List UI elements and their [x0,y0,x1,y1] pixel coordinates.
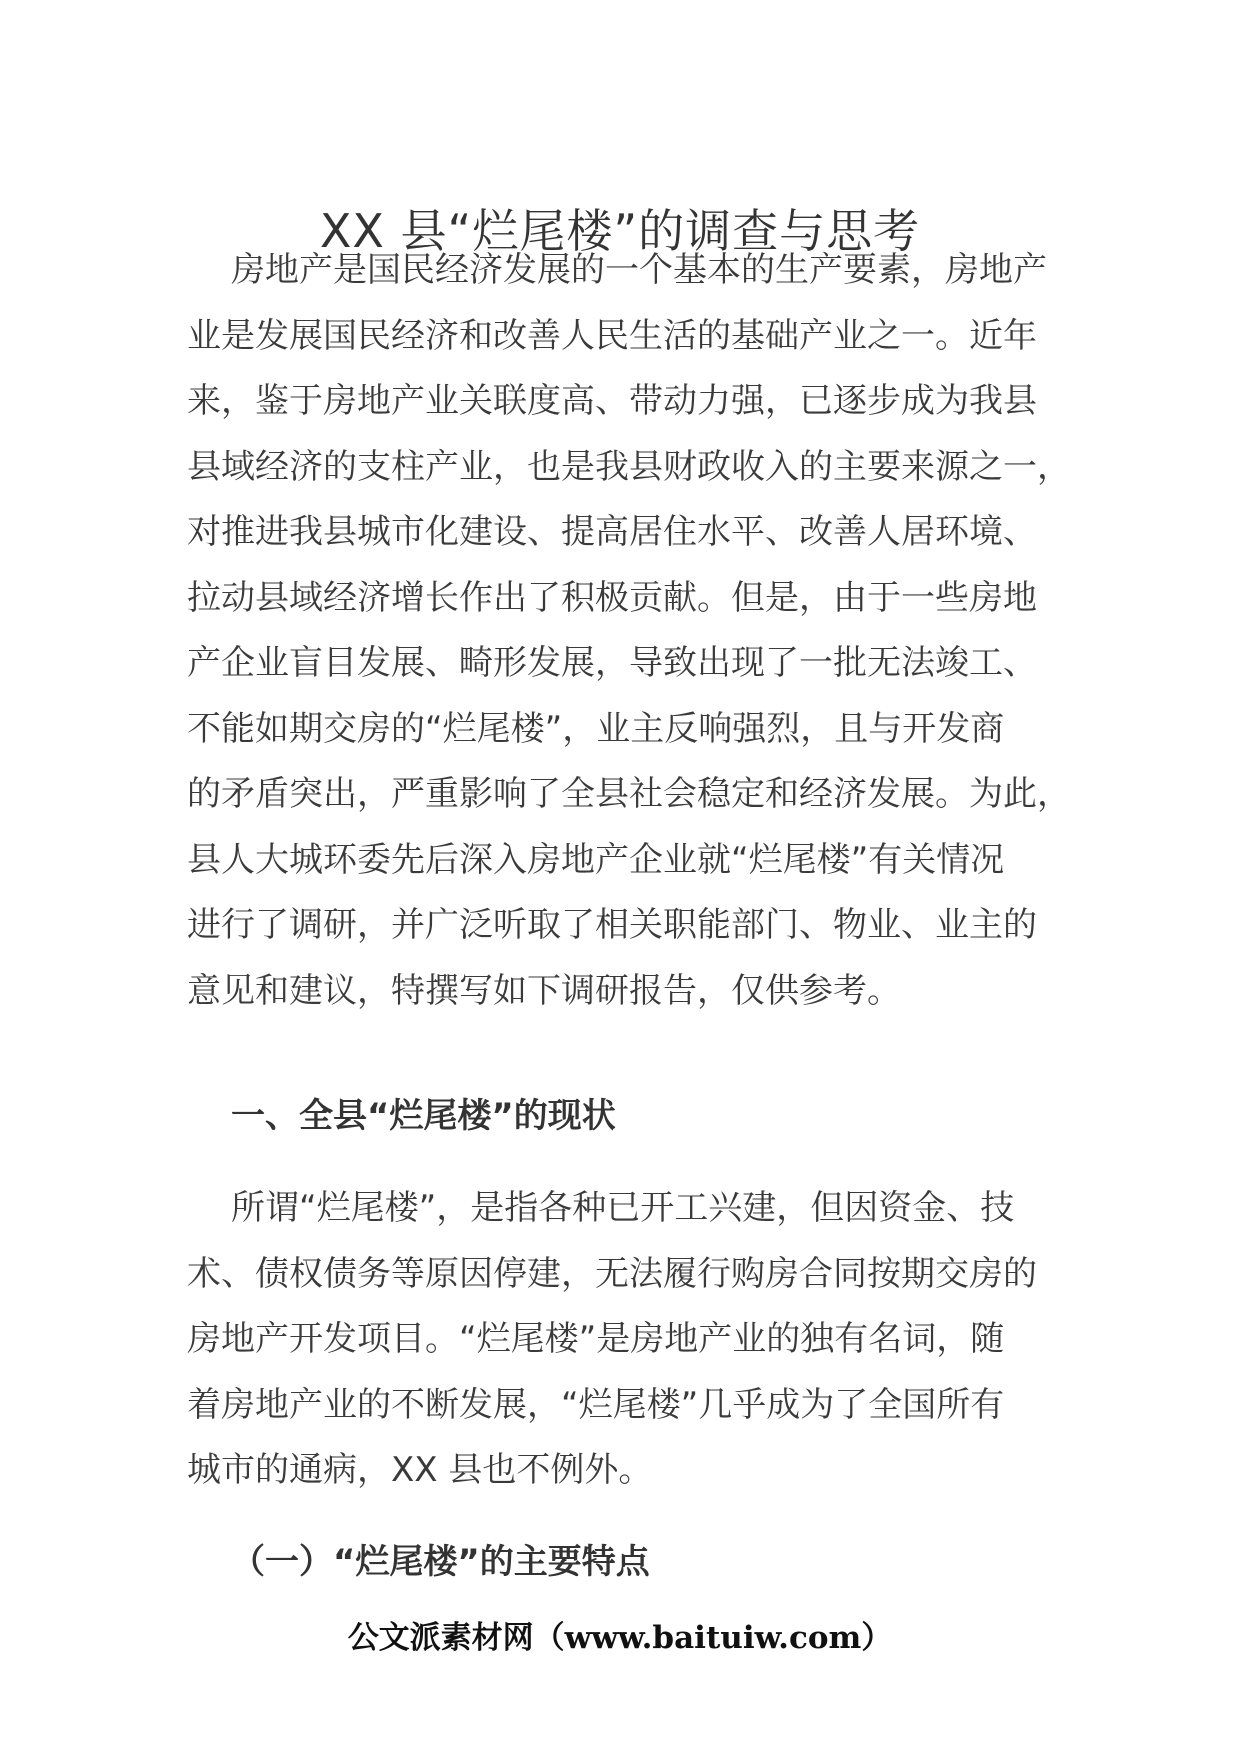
paragraph-line: 对推进我县城市化建设、提高居住水平、改善人居环境、 [187,512,1037,552]
subsection-heading: （一）“烂尾楼”的主要特点 [231,1542,650,1582]
paragraph-line: 产企业盲目发展、畸形发展，导致出现了一批无法竣工、 [187,643,1037,683]
paragraph-line: 意见和建议，特撰写如下调研报告，仅供参考。 [187,970,901,1011]
paragraph-line: 县人大城环委先后深入房地产企业就“烂尾楼”有关情况 [187,839,1005,880]
paragraph-line: 拉动县域经济增长作出了积极贡献。但是，由于一些房地 [187,577,1037,618]
paragraph-1 [187,238,1071,1024]
document-title: XX 县“烂尾楼”的调查与思考 [319,203,921,258]
paragraph-line: 业是发展国民经济和改善人民生活的基础产业之一。近年 [187,315,1037,356]
paragraph-line: 来，鉴于房地产业关联度高、带动力强，已逐步成为我县 [187,381,1037,421]
paragraph-line: 房地产开发项目。“烂尾楼”是房地产业的独有名词，随 [187,1319,1005,1359]
paragraph-line: 进行了调研，并广泛听取了相关职能部门、物业、业主的 [187,905,1037,945]
paragraph-line: 城市的通病，XX 县也不例外。 [187,1450,653,1490]
paragraph-line: 所谓“烂尾楼”，是指各种已开工兴建，但因资金、技 [231,1188,1015,1228]
paragraph-line: 房地产是国民经济发展的一个基本的生产要素，房地产 [231,250,1047,290]
paragraph-line: 的矛盾突出，严重影响了全县社会稳定和经济发展。为此， [187,774,1071,814]
paragraph-2 [187,1176,1057,1504]
paragraph-line: 不能如期交房的“烂尾楼”，业主反响强烈，且与开发商 [187,708,1005,749]
section-heading: 一、全县“烂尾楼”的现状 [231,1096,616,1136]
paragraph-line: 县域经济的支柱产业，也是我县财政收入的主要来源之一， [187,446,1071,487]
paragraph-line: 着房地产业的不断发展，“烂尾楼”几乎成为了全国所有 [187,1384,1005,1425]
footer-watermark: 公文派素材网（www.baituiw.com） [347,1620,893,1656]
paragraph-line: 术、债权债务等原因停建，无法履行购房合同按期交房的 [187,1253,1037,1294]
